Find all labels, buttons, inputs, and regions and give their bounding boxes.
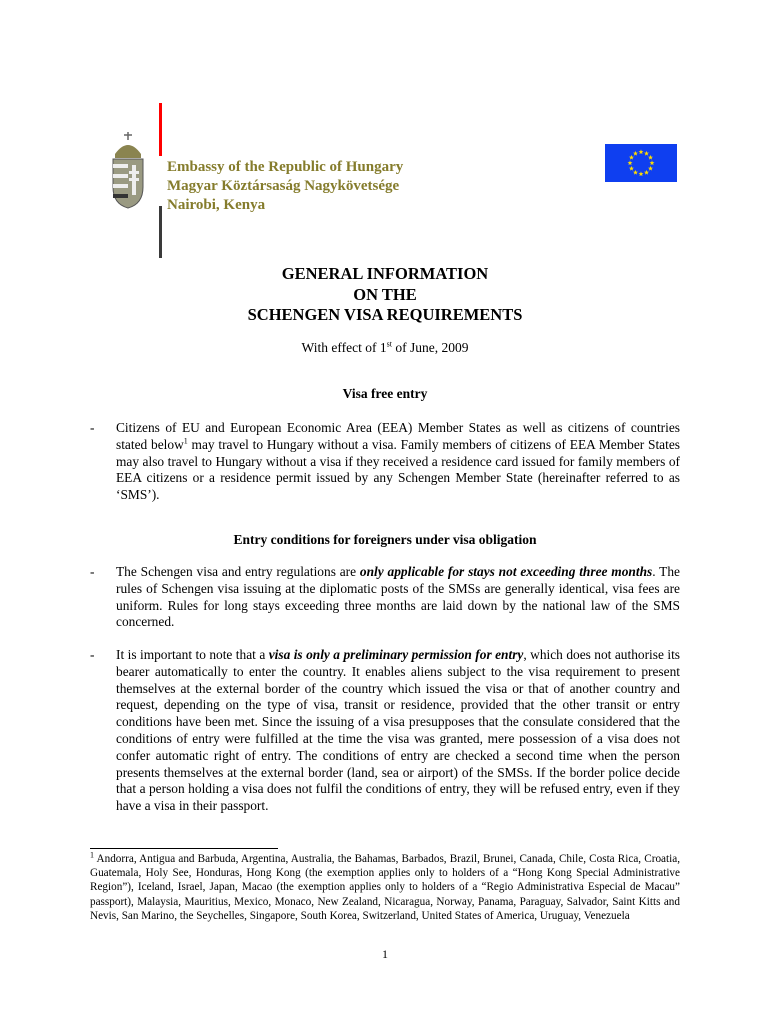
eu-star-icon [644, 151, 649, 156]
hungarian-coat-of-arms-icon [110, 132, 146, 210]
footnote-mark: 1 [90, 850, 94, 860]
heading-entry-conditions: Entry conditions for foreigners under visa obligation [233, 532, 537, 547]
footnote-text: Andorra, Antigua and Barbuda, Argentina, Australia, the Bahamas, Barbados, Brazil, Brunei, Canada, Chile, Costa Rica, Croatia, Guatemala, Holy See, Honduras, Hong Kong (the exemption applies only to holders of a “Hong Kong Special Administrative Region”), Iceland, Israel, Japan, Macao (the exemption applies only to holders of a “Regio Administrativa Especial de Macau” passport), Malaysia, Mauritius, Mexico, Monaco, New Zealand, Nicaragua, Norway, Panama, Paraguay, Salvador, Saint Kitts and Nevis, San Marino, the Seychelles, Singapore, South Korea, Switzerland, United States of America, Uruguay, Venezuela [90, 853, 680, 922]
embassy-letterhead [167, 158, 403, 215]
eu-star-icon [639, 171, 644, 176]
red-divider-bar [159, 103, 162, 156]
eu-star-icon [629, 155, 634, 160]
text: , which does not authorise its bearer automatically to enter the country. It enables aliens subject to the visa requirement to present themselves at the external border of the country which issued the visa or that of another country and request, depending on the type of visa, transit or residence, provided that the other transit or entry conditions have been met. Since the issuing of a visa presupposes that the consulate considered that the conditions of entry were fulfilled at the time the visa was granted, mere possession of a visa does not confer automatic right of entry. The conditions of entry are checked a second time when the person presents themselves at the external border (land, sea or airport) of the SMSs. If the border police decide that a person holding a visa does not fulfil the conditions of entry, they will be refused entry, even if they have a visa in their passport. [116, 647, 681, 814]
paragraph-visa-permission [116, 647, 680, 815]
eu-star-icon [648, 155, 653, 160]
footnote [90, 852, 680, 923]
eu-star-icon [633, 170, 638, 175]
emphasis: visa is only a preliminary permission for entry [268, 647, 524, 662]
paragraph-visa-free [116, 420, 680, 504]
text: The Schengen visa and entry regulations are [116, 564, 360, 579]
emphasis: only applicable for stays not exceeding three months [359, 564, 653, 579]
grey-divider-bar [159, 206, 162, 258]
footnote-separator [90, 848, 278, 849]
list-dash: - [90, 564, 95, 579]
title-line: SCHENGEN VISA REQUIREMENTS [247, 305, 523, 324]
embassy-name-en: Embassy of the Republic of Hungary [167, 159, 404, 175]
page-number: 1 [382, 947, 388, 961]
eu-star-icon [648, 166, 653, 171]
effect-sup: st [386, 339, 392, 349]
title-line: GENERAL INFORMATION [281, 264, 489, 283]
document-title [0, 264, 770, 326]
eu-star-icon [629, 166, 634, 171]
effective-date [0, 340, 770, 356]
list-dash: - [90, 647, 95, 662]
title-line: ON THE [353, 284, 417, 304]
list-dash: - [90, 420, 95, 435]
eu-star-icon [644, 170, 649, 175]
eu-star-icon [650, 160, 655, 165]
eu-star-icon [639, 149, 644, 154]
effect-prefix: With effect of 1 [301, 340, 387, 355]
text: may travel to Hungary without a visa. Family members of citizens of EEA Member States may also travel to Hungary without a visa if they received a residence card issued for family members of EEA citizens or a residence permit issued by any Schengen Member State (hereinafter referred to as ‘SMS’). [116, 436, 680, 503]
eu-star-icon [628, 160, 633, 165]
eu-star-icon [633, 151, 638, 156]
text: It is important to note that a [116, 647, 269, 662]
text: Citizens of EU and European Economic Area (EEA) Member States as well as citizens of countries stated below [116, 420, 680, 452]
paragraph-schengen-rules [116, 564, 680, 631]
footnote-ref: 1 [183, 436, 188, 446]
eu-flag-icon [605, 144, 677, 182]
heading-visa-free-entry: Visa free entry [342, 386, 428, 401]
text: . The rules of Schengen visa issuing at the diplomatic posts of the SMSs are generally identical, visa fees are uniform. Rules for long stays exceeding three months are laid down by the national law of the SMS concerned. [116, 564, 680, 630]
embassy-name-hu: Magyar Köztársaság Nagykövetsége [167, 178, 400, 194]
embassy-location: Nairobi, Kenya [167, 197, 266, 213]
effect-suffix: of June, 2009 [391, 340, 469, 355]
